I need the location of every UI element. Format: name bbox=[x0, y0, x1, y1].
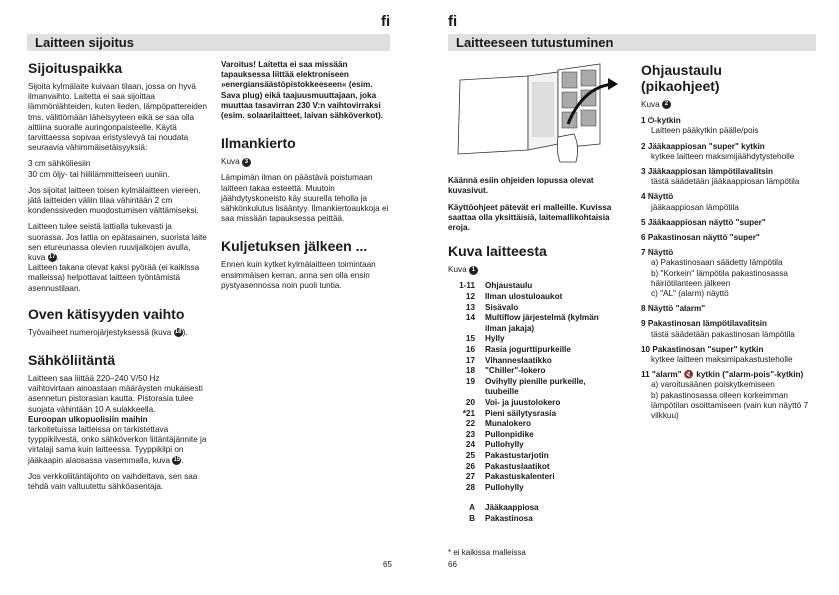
figure-ref bbox=[221, 157, 393, 167]
list-item bbox=[448, 366, 618, 377]
punct: ). bbox=[182, 327, 188, 337]
item-label: Ilman ulostuloaukot bbox=[485, 292, 563, 302]
list-item bbox=[448, 356, 618, 367]
heading-appliance: Kuva laitteesta bbox=[448, 243, 547, 260]
item-number: B bbox=[469, 513, 475, 523]
column-overview bbox=[448, 62, 618, 524]
column-control-panel bbox=[641, 62, 819, 426]
item-label: Munalokero bbox=[485, 419, 531, 429]
list-item bbox=[448, 334, 618, 345]
control-item-title: 6 Pakastinosan näyttö "super" bbox=[641, 233, 760, 243]
heading-air: Ilmankierto bbox=[221, 135, 296, 152]
hand-icon bbox=[557, 134, 577, 162]
item-label: "Chiller"-lokero bbox=[485, 366, 546, 376]
control-item-title: 7 Näyttö bbox=[641, 248, 674, 258]
control-item-title: 3 Jääkaappiosan lämpötilavalitsin bbox=[641, 167, 773, 177]
list-item bbox=[448, 313, 618, 334]
list-item bbox=[448, 462, 618, 473]
distance-line: 30 cm öljy- tai hiililämmitteiseen uuniin. bbox=[28, 169, 170, 179]
item-label: Pakastuskalenteri bbox=[485, 472, 555, 482]
item-number: 18 bbox=[465, 366, 475, 376]
bold-text: Euroopan ulkopuolisiin maihin bbox=[28, 414, 148, 424]
item-number: 1-11 bbox=[459, 281, 475, 291]
control-item-title: 2 Jääkaappiosan "super" kytkin bbox=[641, 141, 765, 151]
list-item bbox=[448, 398, 618, 409]
item-label: Pakastinosa bbox=[485, 513, 533, 523]
language-code-left: fi bbox=[381, 13, 391, 30]
control-item-title: 4 Näyttö bbox=[641, 192, 674, 202]
item-label: Ohjaustaulu bbox=[485, 281, 533, 291]
item-label: Hylly bbox=[485, 334, 505, 344]
item-label: Jääkaappiosa bbox=[485, 503, 539, 513]
item-number: 28 bbox=[465, 482, 475, 492]
item-number: 20 bbox=[465, 397, 475, 407]
control-item-desc: Laitteen pääkytkin päälle/pois bbox=[651, 126, 759, 136]
figure-label: Kuva bbox=[641, 100, 660, 109]
intro-text: Käännä esiin ohjeiden lopussa olevat kuvasivut. bbox=[448, 176, 594, 196]
list-item bbox=[448, 419, 618, 430]
item-number: 17 bbox=[465, 355, 475, 365]
item-number: *21 bbox=[462, 408, 475, 418]
list-item bbox=[448, 281, 618, 292]
control-item bbox=[641, 233, 819, 243]
page-number-left: 65 bbox=[383, 560, 392, 569]
item-label: Vihanneslaatikko bbox=[485, 355, 552, 365]
control-item-desc: b) "Korkein" lämpötila pakastinosassa häiriötilanteen jälkeen bbox=[651, 268, 788, 288]
column-placement bbox=[28, 60, 208, 498]
item-label: Multiflow järjestelmä (kylmän ilman jakaja) bbox=[485, 313, 599, 333]
item-label: Pullohylly bbox=[485, 482, 524, 492]
control-item bbox=[641, 345, 819, 365]
list-item bbox=[448, 377, 618, 398]
item-label: Pullonpidike bbox=[485, 429, 534, 439]
figure-badge: 1 bbox=[469, 266, 478, 275]
item-label: Voi- ja juustolokero bbox=[485, 397, 561, 407]
list-item bbox=[448, 514, 618, 525]
item-number: 14 bbox=[465, 313, 475, 323]
figure-ref bbox=[641, 100, 819, 110]
control-item-title: 1 ⏻-kytkin bbox=[641, 116, 681, 126]
paragraph: Jos verkkoliitäntäjohto on vaihdettava, sen saa tehdä vain valtuutettu sähköasentaja. bbox=[28, 471, 198, 492]
item-number: 25 bbox=[465, 450, 475, 460]
paragraph: Jos sijoitat laitteen toisen kylmälaitteen viereen, jätä laitteiden väliin tilaa vähintään 2 cm kondenssiveden muodostumisen välttämiseksi. bbox=[28, 185, 201, 216]
list-item bbox=[448, 451, 618, 462]
control-item bbox=[641, 167, 819, 187]
figure-badge: 18 bbox=[174, 329, 182, 336]
control-item bbox=[641, 319, 819, 339]
control-item-title: 5 Jääkaappiosan näyttö "super" bbox=[641, 217, 766, 227]
item-label: Pakastustarjotin bbox=[485, 450, 549, 460]
heading-door: Oven kätisyyden vaihto bbox=[28, 305, 185, 322]
control-item bbox=[641, 218, 819, 228]
control-items bbox=[641, 116, 819, 421]
control-item-title: 9 Pakastinosan lämpötilavalitsin bbox=[641, 319, 768, 329]
list-item bbox=[448, 472, 618, 483]
item-number: 15 bbox=[465, 334, 475, 344]
footnote: * ei kaikissa malleissa bbox=[448, 548, 526, 557]
heading-sijoituspaikka: Sijoituspaikka bbox=[28, 60, 123, 76]
item-label: Ovihylly pienille purkeille, tuubeille bbox=[485, 376, 586, 397]
paragraph-text: tarkoitetuissa laitteissa on tarkistettava tyyppikilvestä, onko sähköverkon liitäntäjännite ja virtalaji sama kuin laitteessa. Tyyppikilpi on jääkaapin alaosassa vasemmalla, kuva bbox=[28, 425, 207, 465]
item-number: 24 bbox=[465, 440, 475, 450]
section-header-left: Laitteen sijoitus bbox=[27, 34, 390, 51]
control-item-desc: b) pakastinosassa olleen korkeimman lämpötilan osoittamiseen (vain kun näyttö 7 vilkkuu) bbox=[651, 390, 809, 421]
column-notes bbox=[221, 60, 393, 297]
page-number-right: 66 bbox=[448, 560, 457, 569]
figure-badge: 17 bbox=[48, 254, 56, 261]
language-code-right: fi bbox=[448, 13, 458, 30]
parts-list bbox=[448, 281, 618, 493]
list-item bbox=[448, 292, 618, 303]
list-item bbox=[448, 440, 618, 451]
paragraph: Lämpimän ilman on päästävä poistumaan laitteen takaa esteettä. Muutoin jäähdytyskoneisto käy suurella teholla ja sähkönkulutus lisääntyy. Ilmankiertoaukkoja ei saa missään tapauksessa peittää. bbox=[221, 173, 389, 224]
list-item bbox=[448, 409, 618, 420]
item-number: A bbox=[469, 503, 475, 513]
control-item-desc: c) "AL" (alarm) näyttö bbox=[651, 289, 729, 299]
heading-transport: Kuljetuksen jälkeen ... bbox=[221, 238, 368, 255]
control-item bbox=[641, 116, 819, 136]
distance-line: 3 cm sähköliesiin bbox=[28, 159, 91, 169]
item-label: Pakastuslaatikot bbox=[485, 461, 550, 471]
control-item-desc: a) Pakastinosaan säädetty lämpötila bbox=[651, 258, 783, 268]
control-item-desc: a) varoitusäänen poiskytkemiseen bbox=[651, 380, 775, 390]
item-number: 12 bbox=[465, 292, 475, 302]
paragraph-text: Laitteen tulee seistä lattialla tukevasti ja suorassa. Jos lattia on epätasainen, suorista laite sen etureunassa olevien ruuvijalkojen avulla, kuva bbox=[28, 222, 207, 263]
paragraph: Laitteen tulee seistä lattialla tukevasti ja suorassa. Jos lattia on epätasainen, suorista laite sen etureunassa olevien ruuvijalkojen avulla, kuva 17. bbox=[28, 222, 207, 263]
sections-list bbox=[448, 503, 618, 524]
figure-label: Kuva bbox=[448, 265, 467, 275]
intro-text: Käyttöohjeet pätevät eri malleille. Kuvissa saattaa olla yksittäisiä, laitemallikohtaisia eroja. bbox=[448, 202, 612, 233]
control-item-title: 8 Näyttö "alarm" bbox=[641, 304, 706, 314]
control-item-desc: tästä säädetään pakastinosan lämpötila bbox=[651, 329, 795, 339]
heading-electric: Sähköliitäntä bbox=[28, 352, 116, 369]
booklet-illustration bbox=[448, 62, 618, 167]
figure-badge: 15 bbox=[173, 457, 181, 464]
list-item bbox=[448, 430, 618, 441]
paragraph: Laitteen takana olevat kaksi pyörää (ei kaikissa malleissa) helpottavat laitteen työntämistä asennustilaan. bbox=[28, 263, 200, 293]
figure-badge: 2 bbox=[662, 100, 671, 109]
paragraph-text: Työvaiheet numerojärjestyksessä (kuva bbox=[28, 327, 172, 337]
list-item bbox=[448, 345, 618, 356]
control-item-desc: kytkee laitteen maksimijäähdytysteholle bbox=[651, 151, 795, 161]
paragraph bbox=[28, 159, 208, 179]
list-item bbox=[448, 483, 618, 494]
item-label: Rasia jogurttipurkeille bbox=[485, 344, 571, 354]
control-item bbox=[641, 192, 819, 212]
control-item bbox=[641, 370, 819, 421]
figure-label: Kuva bbox=[221, 157, 240, 167]
control-item bbox=[641, 304, 819, 314]
paragraph: Laitteen saa liittää 220–240 V/50 Hz vaihtovirtaan ainoastaan määräysten mukaisesti asennetun pistorasian kautta. Pistorasia tulee suojata vähintään 10 A sulakkeella. bbox=[28, 374, 203, 414]
control-item-desc: jääkaappiosan lämpötila bbox=[651, 202, 739, 212]
list-item bbox=[448, 303, 618, 314]
item-number: 27 bbox=[465, 472, 475, 482]
item-number: 13 bbox=[465, 302, 475, 312]
item-label: Pullohylly bbox=[485, 440, 524, 450]
item-number: 23 bbox=[465, 429, 475, 439]
item-number: 26 bbox=[465, 461, 475, 471]
item-number: 19 bbox=[465, 376, 475, 386]
control-item-title: 10 Pakastinosan "super" kytkin bbox=[641, 344, 764, 354]
control-item-title: 11 "alarm" 🔇 kytkin ("alarm-pois"-kytkin) bbox=[641, 370, 804, 380]
list-item bbox=[448, 503, 618, 514]
control-item-desc: kytkee laitteen maksimipakastusteholle bbox=[651, 355, 793, 365]
paragraph: Ennen kuin kytket kylmälaitteen toimintaan ensimmäisen kerran, anna sen olla ensin pystyasennossa noin puoli tuntia. bbox=[221, 260, 376, 290]
paragraph bbox=[28, 328, 208, 338]
warning-text: Varoitus! Laitetta ei saa missään tapauksessa liittää elektroniseen »energiansäästöpistokkeeseen« (esim. Sava plug) eikä taajuusmuuttajaan, joka muuttaa tasavirran 230 V:n vaihtovirraksi (esim. solaarilaitteet, laivan sähköverkot). bbox=[221, 60, 383, 121]
section-header-right: Laitteeseen tutustuminen bbox=[448, 34, 816, 51]
paragraph: Euroopan ulkopuolisiin maihin tarkoitetuissa laitteissa on tarkistettava tyyppikilvestä, onko sähköverkon liitäntäjännite ja virtalaji sama kuin laitteessa. Tyyppikilpi on jääkaapin alaosassa vasemmalla, kuva 15. bbox=[28, 414, 207, 465]
item-number: 22 bbox=[465, 419, 475, 429]
figure-badge: 3 bbox=[242, 158, 251, 167]
item-label: Sisävalo bbox=[485, 302, 519, 312]
item-label: Pieni säilytysrasia bbox=[485, 408, 557, 418]
control-item-desc: tästä säädetään jääkaappiosan lämpötila bbox=[651, 177, 800, 187]
heading-control-panel: Ohjaustaulu (pikaohjeet) bbox=[641, 62, 722, 94]
figure-ref bbox=[448, 265, 618, 275]
paragraph: Sijoita kylmälaite kuivaan tilaan, jossa on hyvä ilmanvaihto. Laitetta ei saa sijoittaa lämmönlähteiden, kuten lieden, lämpöpattereiden tms. välittömään läheisyyteen eikä se saa olla alttiina suoralle auringonpaisteelle. Käytä tarvittaessa sopivaa eristyslevyä tai noudata seuraavia vähimmäisetäisyyksiä: bbox=[28, 82, 207, 153]
control-item bbox=[641, 142, 819, 162]
item-number: 16 bbox=[465, 344, 475, 354]
control-item bbox=[641, 248, 819, 299]
